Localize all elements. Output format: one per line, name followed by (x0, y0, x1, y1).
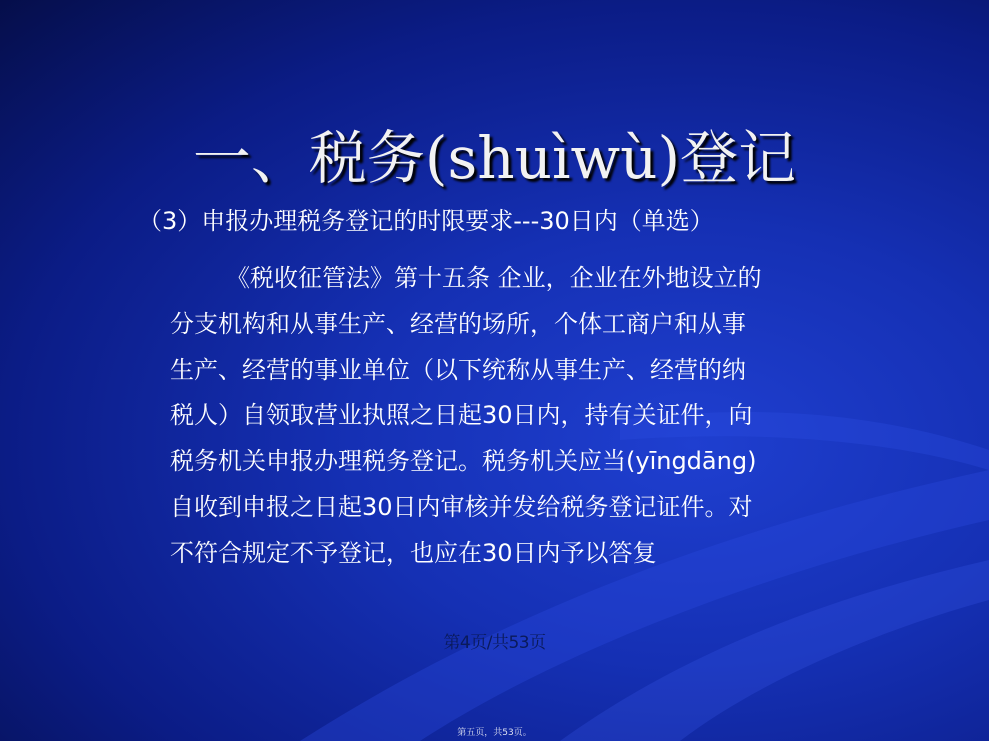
body-line: 自收到申报之日起30日内审核并发给税务登记证件。对 (170, 492, 753, 521)
body-line: 《税收征管法》第十五条 企业，企业在外地设立的 (226, 264, 762, 292)
subheading: （3）申报办理税务登记的时限要求---30日内（单选） (138, 207, 714, 235)
page-indicator: 第4页/共53页 (443, 633, 546, 653)
body-line: 税人）自领取营业执照之日起30日内，持有关证件，向 (170, 401, 753, 430)
body-text (170, 256, 850, 577)
body-line: 不符合规定不予登记，也应在30日内予以答复 (170, 538, 657, 567)
body-line: 分支机构和从事生产、经营的场所，个体工商户和从事 (170, 309, 746, 338)
body-line: 税务机关申报办理税务登记。税务机关应当(yīngdāng) (170, 447, 757, 476)
body-line: 生产、经营的事业单位（以下统称从事生产、经营的纳 (170, 355, 746, 384)
slide-title: 一、税务(shuìwù)登记 (192, 124, 797, 192)
footer-text: 第五页，共53页。 (457, 728, 532, 738)
